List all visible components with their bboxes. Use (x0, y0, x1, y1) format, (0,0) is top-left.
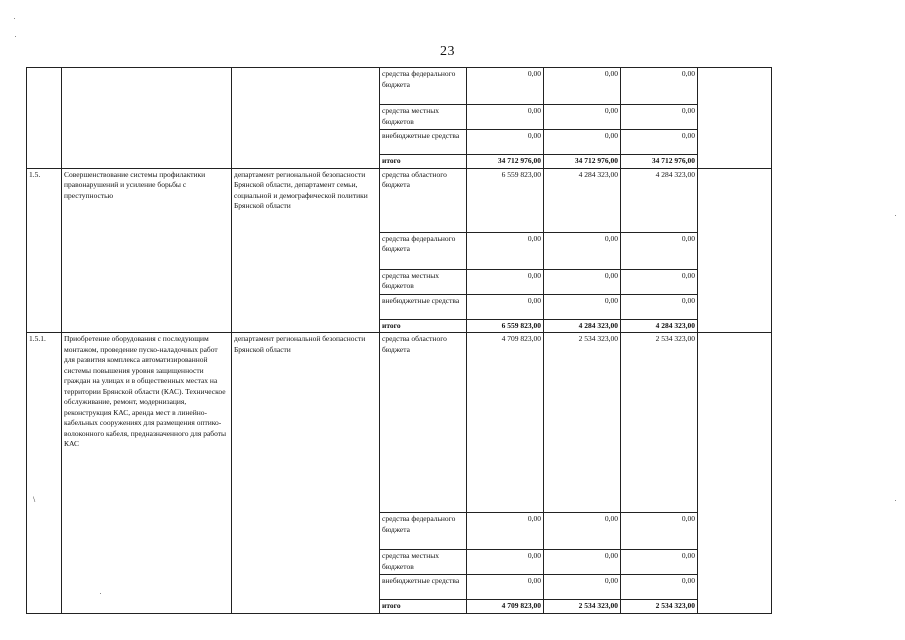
cell-value-1: 0,00 (467, 105, 544, 130)
cell-number (27, 333, 62, 614)
cell-executor: департамент региональной безопасности Брянской области (232, 333, 380, 614)
cell-source: внебюджетные средства (380, 294, 467, 319)
cell-executor (232, 68, 380, 169)
cell-value-2: 0,00 (544, 513, 621, 550)
table-row (27, 333, 772, 513)
table-row (27, 68, 772, 105)
stray-mark: \ (33, 494, 36, 504)
cell-number: 1.5. (27, 168, 62, 333)
cell-source: средства местных бюджетов (380, 550, 467, 575)
cell-value-3: 4 284 323,00 (621, 319, 698, 333)
cell-value-3: 0,00 (621, 105, 698, 130)
cell-value-1: 0,00 (467, 232, 544, 269)
scan-speck (15, 36, 16, 37)
cell-source: средства федерального бюджета (380, 68, 467, 105)
cell-value-3: 34 712 976,00 (621, 155, 698, 169)
cell-empty (698, 333, 772, 614)
cell-number-text: 1.5.1. (29, 334, 46, 343)
cell-source: средства федерального бюджета (380, 232, 467, 269)
cell-value-3: 0,00 (621, 575, 698, 600)
cell-value-1: 0,00 (467, 269, 544, 294)
cell-source: итого (380, 600, 467, 614)
cell-source: средства областного бюджета (380, 333, 467, 513)
cell-value-2: 4 284 323,00 (544, 319, 621, 333)
cell-source: средства областного бюджета (380, 168, 467, 232)
budget-table (26, 67, 772, 614)
cell-source: средства местных бюджетов (380, 269, 467, 294)
cell-value-1: 0,00 (467, 550, 544, 575)
cell-value-3: 0,00 (621, 294, 698, 319)
cell-value-2: 0,00 (544, 105, 621, 130)
cell-value-2: 2 534 323,00 (544, 333, 621, 513)
cell-source: внебюджетные средства (380, 575, 467, 600)
cell-value-3: 0,00 (621, 232, 698, 269)
cell-value-2: 0,00 (544, 130, 621, 155)
cell-value-3: 4 284 323,00 (621, 168, 698, 232)
table-row (27, 168, 772, 232)
cell-value-1: 0,00 (467, 575, 544, 600)
cell-value-2: 0,00 (544, 294, 621, 319)
cell-value-2: 0,00 (544, 550, 621, 575)
cell-name (62, 68, 232, 169)
cell-value-3: 0,00 (621, 513, 698, 550)
cell-value-1: 4 709 823,00 (467, 333, 544, 513)
scan-speck (100, 593, 101, 594)
cell-value-2: 4 284 323,00 (544, 168, 621, 232)
cell-value-2: 0,00 (544, 575, 621, 600)
cell-source: итого (380, 319, 467, 333)
cell-value-3: 2 534 323,00 (621, 333, 698, 513)
cell-source: средства федерального бюджета (380, 513, 467, 550)
scan-speck (895, 215, 896, 216)
cell-value-1: 34 712 976,00 (467, 155, 544, 169)
cell-value-2: 2 534 323,00 (544, 600, 621, 614)
cell-value-1: 0,00 (467, 294, 544, 319)
cell-value-2: 0,00 (544, 232, 621, 269)
cell-value-1: 4 709 823,00 (467, 600, 544, 614)
cell-source: итого (380, 155, 467, 169)
cell-name: Приобретение оборудования с последующим монтажом, проведение пуско-наладочных работ для развития комплекса автоматизированной системы повышения уровня защищенности граждан на улицах и в общественных местах на территории Брянской области (КАС). Техническое обслуживание, ремонт, модернизация, реконструкция КАС, аренда мест в линейно-кабельных сооружениях для размещения оптико-волоконного кабеля, предназначенного для работы КАС (62, 333, 232, 614)
cell-value-2: 0,00 (544, 68, 621, 105)
scan-speck (14, 18, 15, 19)
cell-value-1: 0,00 (467, 130, 544, 155)
cell-value-3: 0,00 (621, 68, 698, 105)
cell-source: внебюджетные средства (380, 130, 467, 155)
cell-value-3: 0,00 (621, 130, 698, 155)
cell-empty (698, 168, 772, 333)
cell-value-3: 2 534 323,00 (621, 600, 698, 614)
cell-value-1: 6 559 823,00 (467, 168, 544, 232)
cell-value-3: 0,00 (621, 550, 698, 575)
cell-source: средства местных бюджетов (380, 105, 467, 130)
cell-executor: департамент региональной безопасности Брянской области, департамент семьи, социальной и демографической политики Брянской области (232, 168, 380, 333)
cell-name: Совершенствование системы профилактики правонарушений и усиление борьбы с преступностью (62, 168, 232, 333)
page-number: 23 (440, 44, 455, 59)
cell-empty (698, 68, 772, 169)
cell-value-1: 6 559 823,00 (467, 319, 544, 333)
cell-value-3: 0,00 (621, 269, 698, 294)
cell-value-2: 34 712 976,00 (544, 155, 621, 169)
scan-speck (895, 500, 896, 501)
cell-value-1: 0,00 (467, 68, 544, 105)
cell-number (27, 68, 62, 169)
cell-value-2: 0,00 (544, 269, 621, 294)
cell-value-1: 0,00 (467, 513, 544, 550)
